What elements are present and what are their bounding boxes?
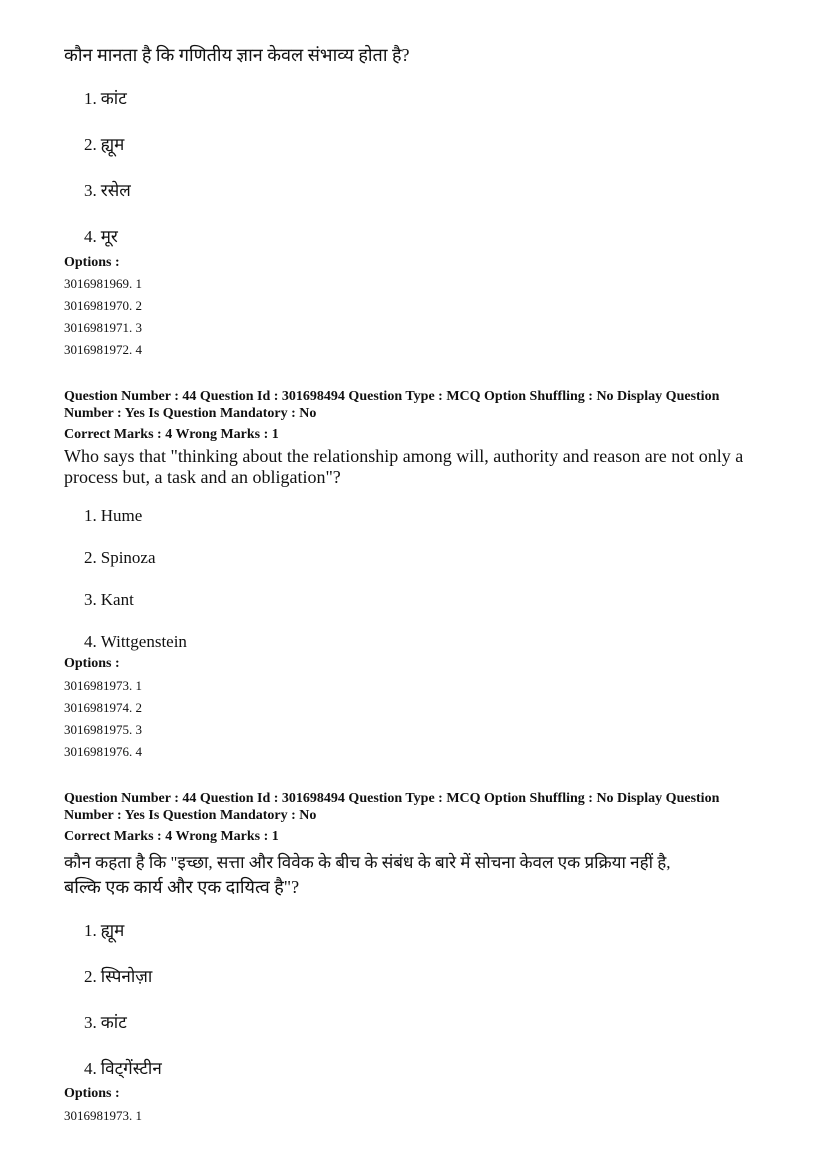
choice-item: 4. विट्गेंस्टीन bbox=[84, 1059, 162, 1078]
choice-item: 1. Hume bbox=[84, 506, 143, 525]
option-id-line: 3016981976. 4 bbox=[64, 744, 142, 759]
question-meta-line: Question Number : 44 Question Id : 301698494 Question Type : MCQ Option Shuffling : No Display Question bbox=[64, 389, 720, 404]
choice-item: 2. ह्यूम bbox=[84, 135, 125, 154]
choice-item: 3. Kant bbox=[84, 590, 134, 609]
option-id-line: 3016981970. 2 bbox=[64, 298, 142, 313]
options-heading: Options : bbox=[64, 1086, 120, 1101]
question-text: बल्कि एक कार्य और एक दायित्व है"? bbox=[64, 877, 300, 897]
choice-item: 3. कांट bbox=[84, 1013, 127, 1032]
question-text: Who says that "thinking about the relationship among will, authority and reason are not only a bbox=[64, 446, 744, 466]
question-meta-line: Number : Yes Is Question Mandatory : No bbox=[64, 808, 317, 823]
options-heading: Options : bbox=[64, 255, 120, 270]
choice-item: 4. Wittgenstein bbox=[84, 632, 187, 651]
question-meta-line: Number : Yes Is Question Mandatory : No bbox=[64, 406, 317, 421]
question-text: process but, a task and an obligation"? bbox=[64, 467, 341, 487]
option-id-line: 3016981969. 1 bbox=[64, 276, 142, 291]
option-id-line: 3016981975. 3 bbox=[64, 722, 142, 737]
option-id-line: 3016981973. 1 bbox=[64, 678, 142, 693]
marks-line: Correct Marks : 4 Wrong Marks : 1 bbox=[64, 427, 279, 442]
option-id-line: 3016981972. 4 bbox=[64, 342, 142, 357]
question-text: कौन मानता है कि गणितीय ज्ञान केवल संभाव्य होता है? bbox=[64, 45, 410, 65]
choice-item: 2. स्पिनोज़ा bbox=[84, 967, 153, 986]
options-heading: Options : bbox=[64, 656, 120, 671]
choice-item: 4. मूर bbox=[84, 227, 118, 246]
choice-item: 1. कांट bbox=[84, 89, 127, 108]
marks-line: Correct Marks : 4 Wrong Marks : 1 bbox=[64, 829, 279, 844]
question-text: कौन कहता है कि "इच्छा, सत्ता और विवेक के बीच के संबंध के बारे में सोचना केवल एक प्रक्रिया नहीं है, bbox=[64, 853, 671, 872]
choice-item: 1. ह्यूम bbox=[84, 921, 125, 940]
choice-item: 2. Spinoza bbox=[84, 548, 156, 567]
option-id-line: 3016981973. 1 bbox=[64, 1108, 142, 1123]
question-meta-line: Question Number : 44 Question Id : 301698494 Question Type : MCQ Option Shuffling : No Display Question bbox=[64, 791, 720, 806]
option-id-line: 3016981974. 2 bbox=[64, 700, 142, 715]
option-id-line: 3016981971. 3 bbox=[64, 320, 142, 335]
choice-item: 3. रसेल bbox=[84, 181, 131, 200]
